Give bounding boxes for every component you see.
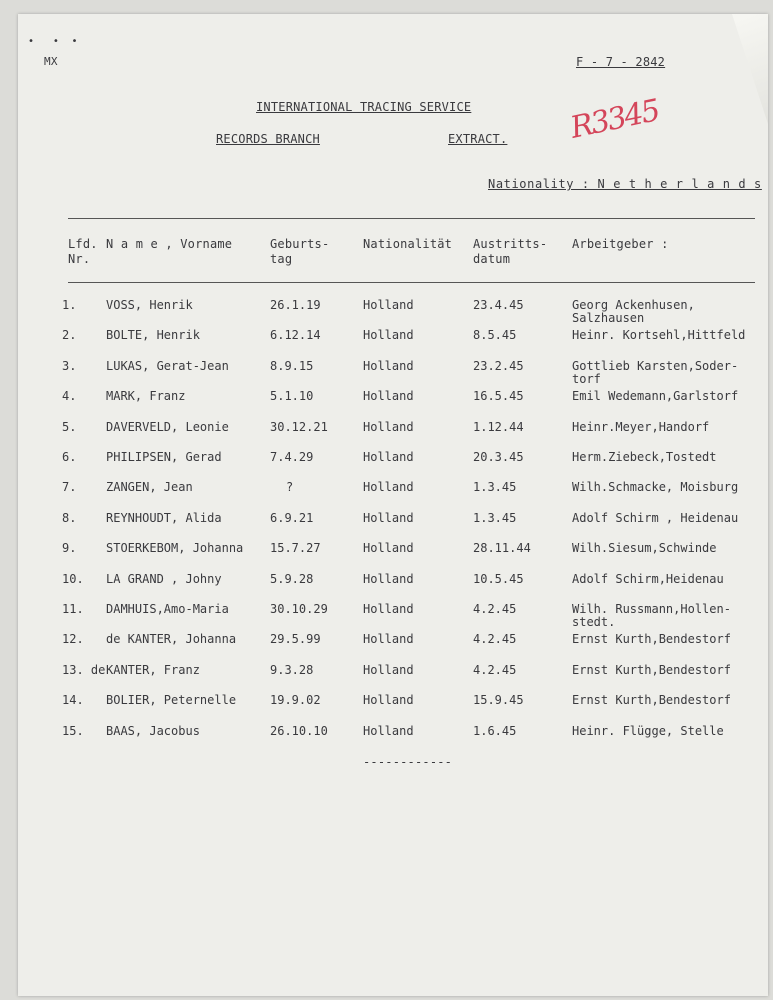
cell-nat: Holland: [363, 298, 414, 312]
cell-nr: 14.: [62, 693, 84, 708]
cell-exit: 20.3.45: [473, 450, 524, 464]
cell-exit: 4.2.45: [473, 662, 517, 677]
cell-exit: 28.11.44: [473, 541, 531, 556]
end-mark: ------------: [363, 755, 453, 769]
cell-nat: Holland: [363, 693, 414, 708]
cell-born: 5.1.10: [270, 389, 314, 404]
cell-born: 6.9.21: [270, 510, 314, 525]
cell-employer-continued: stedt.: [572, 615, 616, 629]
nationality-label: Nationality : N e t h e r l a n d s: [488, 177, 762, 191]
cell-nr: 15.: [62, 723, 84, 738]
cell-born: 19.9.02: [270, 693, 321, 708]
cell-employer: Emil Wedemann,Garlstorf: [572, 389, 739, 404]
document-type: EXTRACT.: [448, 132, 508, 146]
cell-employer: Herm.Ziebeck,Tostedt: [572, 450, 717, 464]
handwritten-signature: R3345: [567, 93, 662, 146]
cell-nr: 5.: [62, 419, 77, 434]
cell-nr: 10.: [62, 571, 84, 586]
file-reference: F - 7 - 2842: [576, 55, 666, 69]
top-left-code: MX: [44, 55, 58, 68]
cell-born: ?: [286, 480, 294, 495]
cell-born: 26.10.10: [270, 723, 328, 738]
cell-nr: 11.: [62, 602, 84, 616]
cell-exit: 16.5.45: [473, 389, 524, 404]
col-geburtstag-1: Geburts-: [270, 237, 330, 251]
cell-name: LA GRAND , Johny: [106, 571, 222, 586]
col-name: N a m e , Vorname: [106, 237, 233, 251]
cell-employer: Heinr.Meyer,Handorf: [572, 419, 710, 434]
cell-employer: Ernst Kurth,Bendestorf: [572, 662, 731, 677]
cell-name: KANTER, Franz: [106, 662, 200, 677]
cell-exit: 23.2.45: [473, 358, 524, 373]
cell-nat: Holland: [363, 389, 414, 404]
col-geburtstag-2: tag: [270, 252, 293, 266]
cell-name: BAAS, Jacobus: [106, 723, 200, 738]
cell-employer: Wilh.Siesum,Schwinde: [572, 541, 717, 556]
cell-nr: 12.: [62, 632, 84, 647]
document-title: INTERNATIONAL TRACING SERVICE: [256, 100, 472, 114]
cell-exit: 23.4.45: [473, 298, 524, 312]
cell-employer: Heinr. Flügge, Stelle: [572, 723, 724, 738]
cell-nr: 8.: [62, 510, 77, 525]
folded-corner: [732, 14, 768, 124]
cell-born: 15.7.27: [270, 541, 321, 556]
cell-employer: Wilh. Russmann,Hollen-: [572, 602, 731, 616]
cell-exit: 1.3.45: [473, 480, 517, 495]
cell-born: 7.4.29: [270, 450, 314, 464]
cell-employer: Georg Ackenhusen,: [572, 298, 695, 312]
cell-born: 30.12.21: [270, 419, 328, 434]
cell-nat: Holland: [363, 571, 414, 586]
cell-employer: Ernst Kurth,Bendestorf: [572, 632, 731, 647]
col-arbeitgeber: Arbeitgeber :: [572, 237, 669, 251]
cell-born: 8.9.15: [270, 358, 314, 373]
cell-exit: 4.2.45: [473, 602, 517, 616]
cell-nat: Holland: [363, 541, 414, 556]
cell-nr: 6.: [62, 450, 77, 464]
cell-exit: 4.2.45: [473, 632, 517, 647]
cell-employer: Heinr. Kortsehl,Hittfeld: [572, 328, 746, 343]
cell-name: VOSS, Henrik: [106, 298, 193, 312]
col-lfd: Lfd.: [68, 237, 98, 251]
header-rule-top: [68, 218, 755, 219]
cell-nat: Holland: [363, 328, 414, 343]
cell-name: BOLIER, Peternelle: [106, 693, 237, 708]
cell-employer: Ernst Kurth,Bendestorf: [572, 693, 731, 708]
cell-born: 5.9.28: [270, 571, 314, 586]
cell-exit: 15.9.45: [473, 693, 524, 708]
col-nr: Nr.: [68, 252, 91, 266]
cell-nat: Holland: [363, 510, 414, 525]
cell-nat: Holland: [363, 480, 414, 495]
cell-employer: Gottlieb Karsten,Soder-: [572, 358, 739, 373]
cell-employer: Adolf Schirm , Heidenau: [572, 510, 739, 525]
cell-name: LUKAS, Gerat-Jean: [106, 358, 229, 373]
punch-dots: • • •: [28, 36, 78, 47]
cell-nat: Holland: [363, 450, 414, 464]
cell-exit: 10.5.45: [473, 571, 524, 586]
cell-nat: Holland: [363, 602, 414, 616]
cell-name: DAMHUIS,Amo-Maria: [106, 602, 229, 616]
cell-nr: 9.: [62, 541, 77, 556]
cell-employer-continued: Salzhausen: [572, 311, 645, 325]
cell-name: BOLTE, Henrik: [106, 328, 200, 343]
cell-nr: 7.: [62, 480, 77, 495]
cell-nr: 2.: [62, 328, 77, 343]
cell-nr: 3.: [62, 358, 77, 373]
header-rule-bottom: [68, 282, 755, 283]
cell-employer: Adolf Schirm,Heidenau: [572, 571, 724, 586]
cell-born: 26.1.19: [270, 298, 321, 312]
branch-label: RECORDS BRANCH: [216, 132, 320, 146]
cell-name: DAVERVELD, Leonie: [106, 419, 229, 434]
cell-exit: 1.6.45: [473, 723, 517, 738]
cell-nat: Holland: [363, 632, 414, 647]
cell-nr: 13. de: [62, 662, 106, 677]
cell-name: STOERKEBOM, Johanna: [106, 541, 244, 556]
cell-employer-continued: torf: [572, 371, 601, 386]
cell-exit: 1.3.45: [473, 510, 517, 525]
cell-exit: 8.5.45: [473, 328, 517, 343]
cell-born: 30.10.29: [270, 602, 328, 616]
cell-nr: 1.: [62, 298, 77, 312]
cell-name: PHILIPSEN, Gerad: [106, 450, 222, 464]
cell-name: de KANTER, Johanna: [106, 632, 237, 647]
cell-born: 29.5.99: [270, 632, 321, 647]
document-sheet: [18, 14, 768, 996]
cell-nat: Holland: [363, 662, 414, 677]
cell-nat: Holland: [363, 358, 414, 373]
col-austritt-2: datum: [473, 252, 511, 266]
cell-nr: 4.: [62, 389, 77, 404]
cell-nat: Holland: [363, 419, 414, 434]
cell-exit: 1.12.44: [473, 419, 524, 434]
col-austritt-1: Austritts-: [473, 237, 548, 251]
cell-name: REYNHOUDT, Alida: [106, 510, 222, 525]
cell-employer: Wilh.Schmacke, Moisburg: [572, 480, 739, 495]
cell-born: 6.12.14: [270, 328, 321, 343]
cell-name: ZANGEN, Jean: [106, 480, 193, 495]
cell-name: MARK, Franz: [106, 389, 186, 404]
col-nationalitaet: Nationalität: [363, 237, 453, 251]
cell-nat: Holland: [363, 723, 414, 738]
cell-born: 9.3.28: [270, 662, 314, 677]
